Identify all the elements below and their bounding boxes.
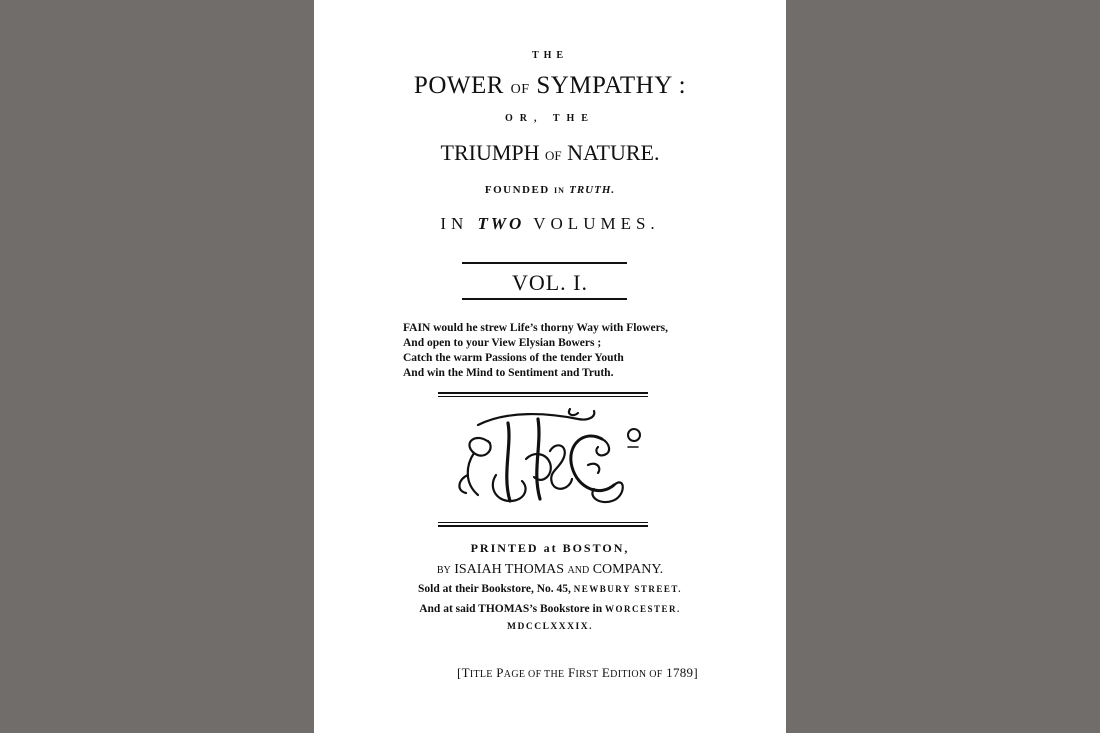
caption-part: F [567,665,576,680]
epigraph [403,321,668,381]
rule-below-monogram-thin [438,522,648,523]
volumes-in-word: IN [440,214,469,233]
imprint-street: NEWBURY STREET. [573,584,682,594]
founded-truth-word: TRUTH. [569,184,616,196]
volume-label: VOL. I. [511,270,589,295]
imprint-date: MDCCLXXXIX. [507,622,593,632]
epigraph-line: And win the Mind to Sentiment and Truth. [403,367,614,379]
imprint-sold [314,583,786,595]
founded-in-word: IN [553,186,565,195]
volumes-line [314,214,786,234]
caption-part: [T [456,665,470,680]
caption-part: IRST [575,669,599,680]
imprint-and-word: AND [567,565,590,576]
rule-top-vol [462,262,627,264]
imprint-company: COMPANY. [592,562,664,577]
subtitle-word-triumph: TRIUMPH [440,140,540,165]
imprint-printed: PRINTED at BOSTON, [470,541,630,555]
subtitle [314,140,786,166]
imprint-sold-text: Sold at their Bookstore, No. 45, [418,583,571,595]
caption-part: P [496,665,504,680]
volumes-two-word: TWO [477,214,525,233]
or-the-line: OR, THE [505,113,595,124]
rule-above-monogram [438,392,648,394]
rule-bottom-vol [462,298,627,300]
monogram-ornament [438,405,658,510]
caption-part: ITLE [469,669,493,680]
figure-caption [457,665,698,681]
caption-part: DITION OF [610,669,663,680]
imprint-city: WORCESTER. [604,604,681,614]
title-word-of: OF [510,82,530,97]
imprint-by-word: BY [436,565,451,576]
founded-word: FOUNDED [484,184,550,196]
subtitle-word-nature: NATURE. [567,140,660,165]
imprint-said-text: And at said THOMAS’s Bookstore in [419,603,603,615]
subtitle-word-of: OF [545,148,562,163]
main-title [314,72,786,100]
epigraph-line: And open to your View Elysian Bowers ; [403,337,602,349]
title-word-sympathy: SYMPATHY : [536,72,687,99]
imprint-said [314,603,786,615]
caption-part: E [601,665,611,680]
imprint-name: ISAIAH THOMAS [454,562,565,577]
epigraph-line: FAIN would he strew Life’s thorny Way with Flowers, [403,322,669,334]
title-word-power: POWER [413,72,504,99]
caption-part: AGE OF THE [503,669,565,680]
the-line: THE [531,50,569,61]
imprint-publisher [314,562,786,578]
rule-below-monogram [438,525,648,527]
title-page [314,0,786,733]
volumes-word: VOLUMES. [533,214,660,233]
epigraph-line: Catch the warm Passions of the tender Youth [403,352,624,364]
caption-part: 1789] [666,665,698,680]
founded-line [314,184,786,196]
rule-above-monogram-thin [438,396,648,397]
